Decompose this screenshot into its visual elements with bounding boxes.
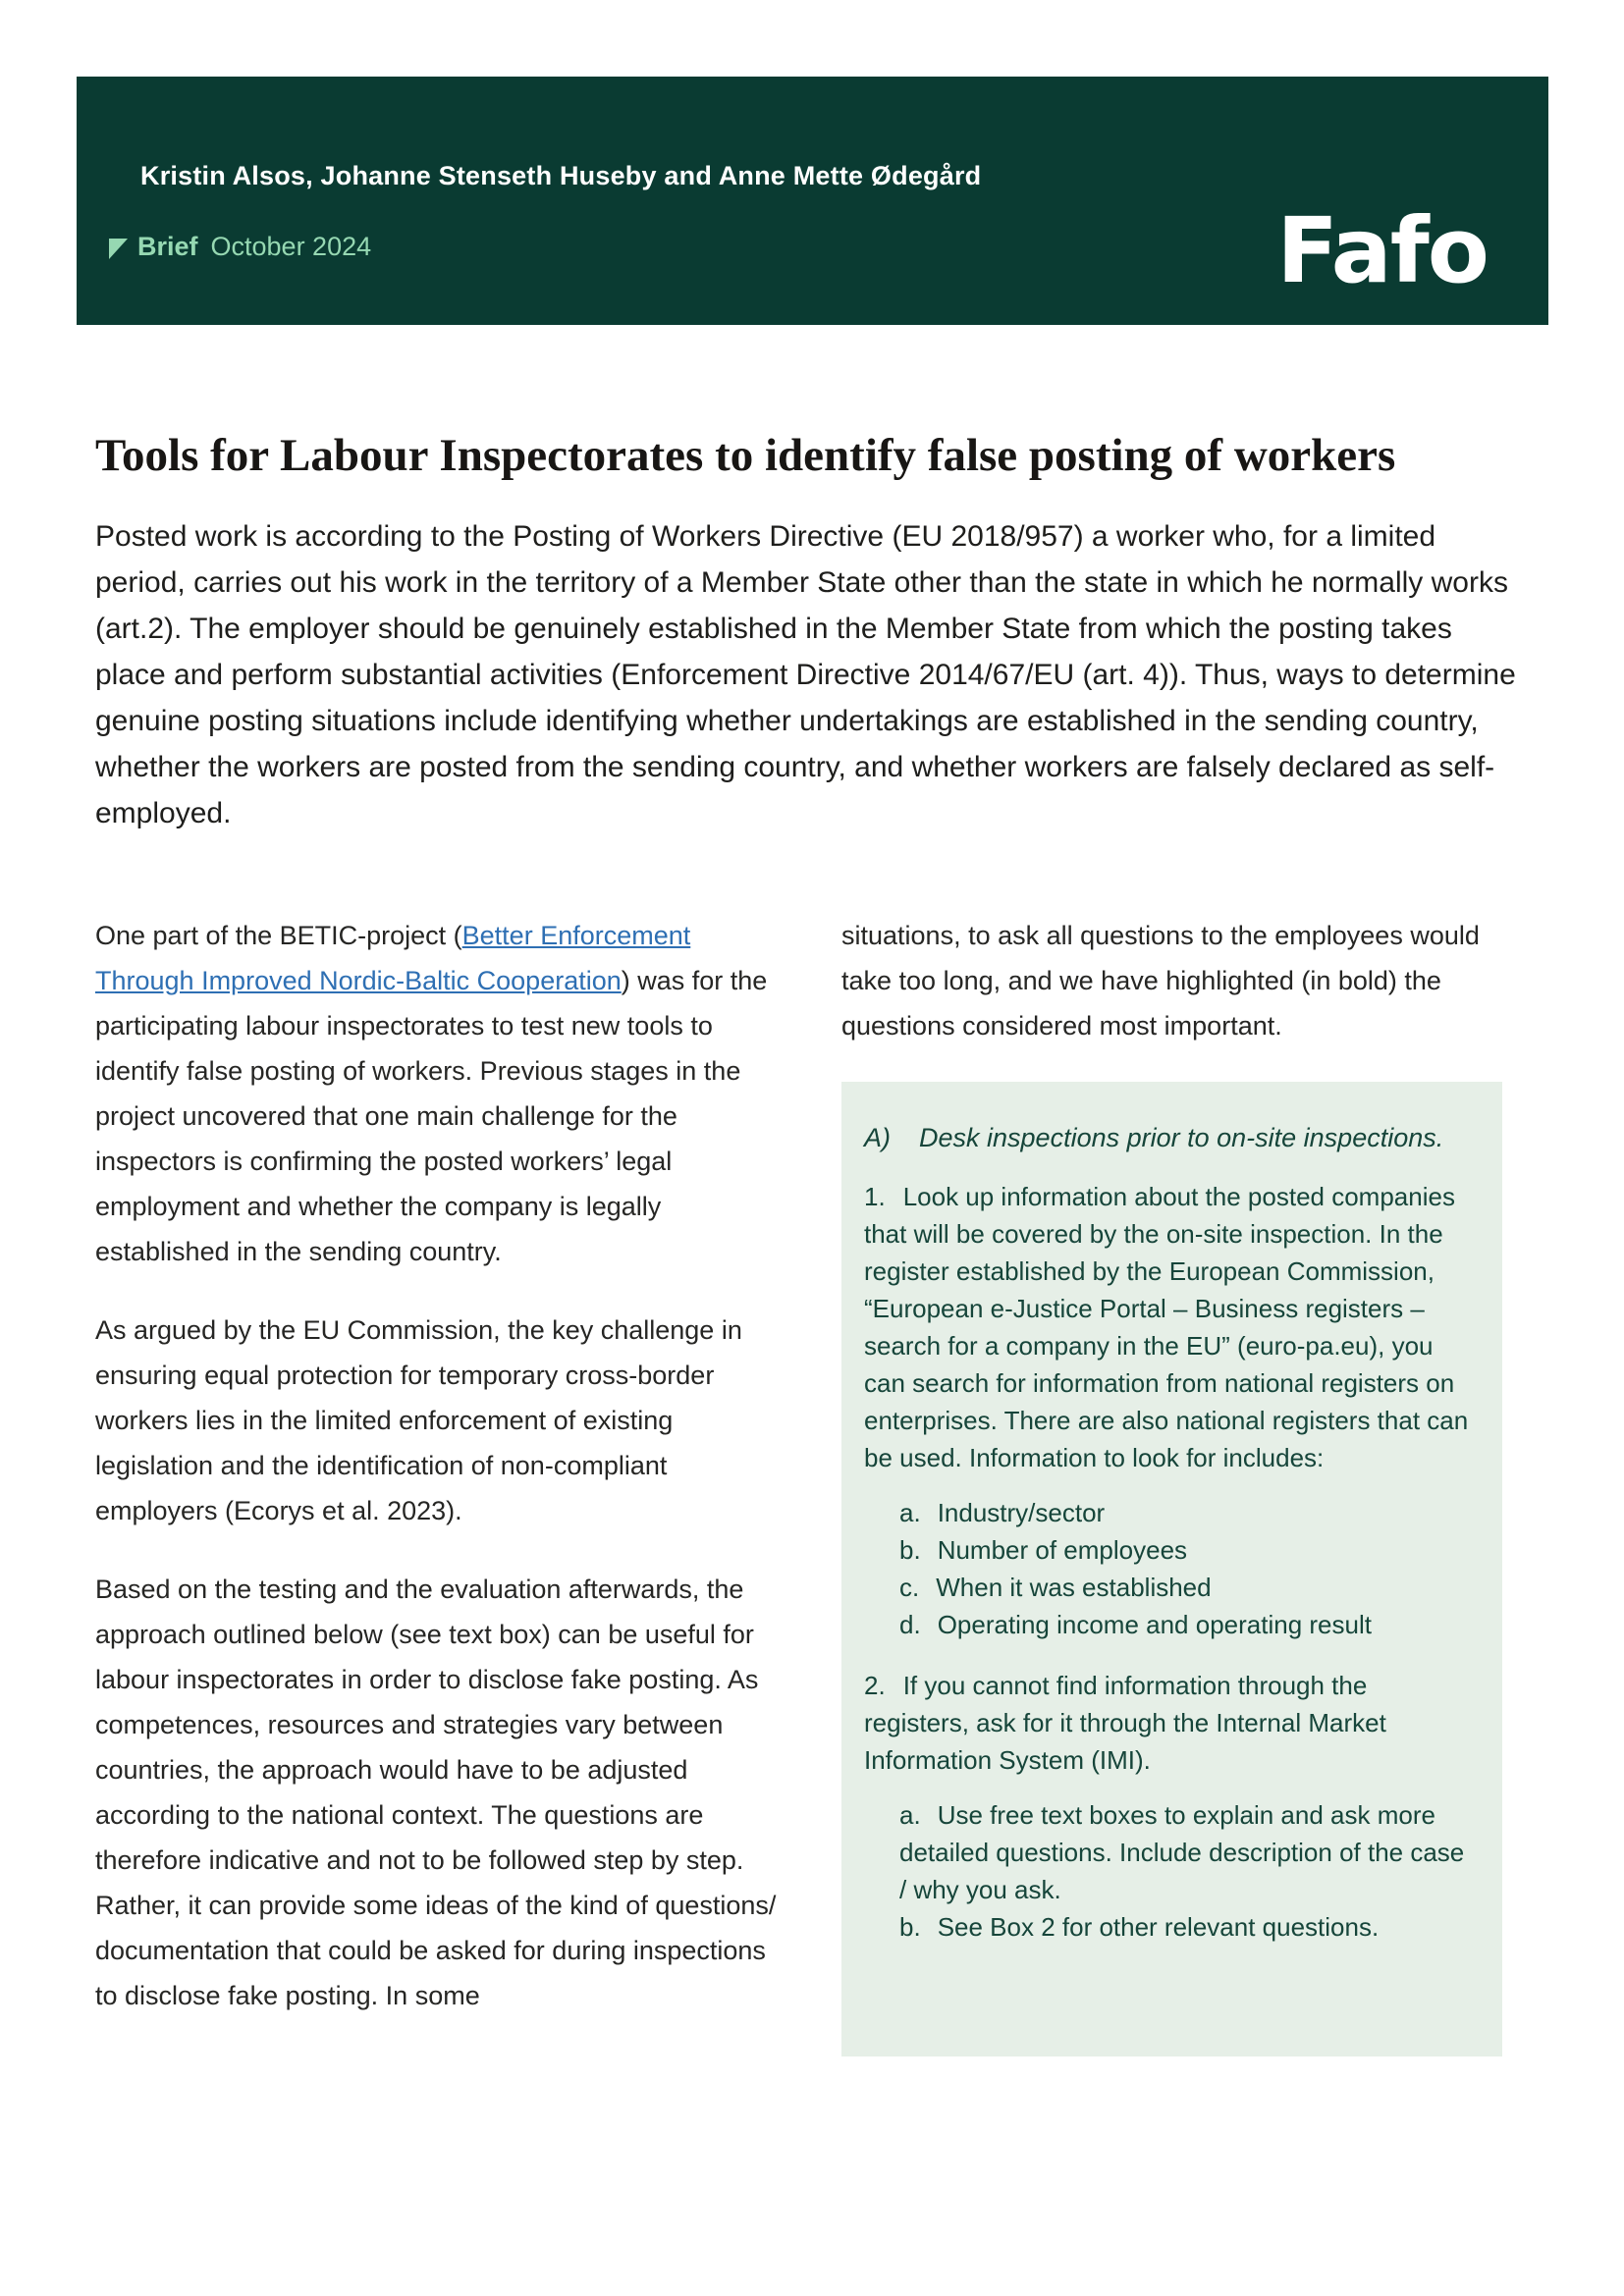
fafo-logo: Fafo — [1276, 198, 1488, 303]
sub-list-2 — [864, 1796, 1473, 1946]
two-column-layout — [95, 913, 1529, 2056]
sub-item-label: a. — [899, 1498, 921, 1527]
header-band — [77, 77, 1548, 325]
sub-item-text: See Box 2 for other relevant questions. — [937, 1912, 1380, 1942]
series-date: October 2024 — [210, 232, 372, 261]
sub-list-1 — [864, 1494, 1473, 1643]
sub-item — [899, 1569, 1473, 1606]
sub-item-text: Industry/sector — [937, 1498, 1106, 1527]
sub-item-text: Use free text boxes to explain and ask more detailed questions. Include description of the case / why you ask. — [899, 1800, 1465, 1904]
paragraph-text: One part of the BETIC-project ( — [95, 921, 462, 950]
desk-inspections-textbox — [841, 1082, 1502, 2056]
item-number: 2. — [864, 1671, 886, 1700]
right-column — [841, 913, 1529, 2056]
sub-item-label: b. — [899, 1535, 921, 1565]
sub-item-text: When it was established — [936, 1573, 1212, 1602]
item-number: 1. — [864, 1182, 886, 1211]
paragraph-eu-commission: As argued by the EU Commission, the key challenge in ensuring equal protection for temporary cross-border workers lies in the limited enforcement of existing legislation and the identification of non-compliant employers (Ecorys et al. 2023). — [95, 1315, 742, 1525]
sub-item — [899, 1531, 1473, 1569]
sub-item — [899, 1908, 1473, 1946]
sub-item-label: c. — [899, 1573, 920, 1602]
sub-item-label: b. — [899, 1912, 921, 1942]
paragraph-betic — [95, 913, 781, 1274]
sub-item — [899, 1606, 1473, 1643]
textbox-heading — [864, 1119, 1473, 1156]
lead-paragraph: Posted work is according to the Posting of Workers Directive (EU 2018/957) a worker who, for a limited period, carries out his work in the territory of a Member State other than the state in which he normally works (art.2). The employer should be genuinely established in the Member State from which the posting takes place and perform substantial activities (Enforcement Directive 2014/67/EU (art. 4)). Thus, ways to determine genuine posting situations include identifying whether undertakings are established in the sending country, whether the workers are posted from the sending country, and whether workers are falsely declared as self-employed. — [95, 520, 1516, 829]
sub-item-text: Operating income and operating result — [937, 1610, 1372, 1639]
left-column — [95, 913, 781, 2056]
paragraph-intro-continued: situations, to ask all questions to the employees would take too long, and we have highlighted (in bold) the questions considered most important. — [841, 921, 1480, 1041]
item-text: Look up information about the posted companies that will be covered by the on-site inspection. In the register established by the European Commission, “European e-Justice Portal – Business registers – search for a company in the EU” (euro-pa.eu), you can search for information from national registers on enterprises. There are also national registers that can be used. Information to look for includes: — [864, 1182, 1469, 1472]
sub-item-text: Number of employees — [937, 1535, 1188, 1565]
textbox-heading-label: A) — [864, 1123, 891, 1152]
sub-item-label: a. — [899, 1800, 921, 1830]
sub-item — [899, 1494, 1473, 1531]
sub-item — [899, 1796, 1473, 1908]
textbox-heading-text: Desk inspections prior to on-site inspections. — [919, 1123, 1444, 1152]
brief-triangle-icon — [109, 239, 128, 259]
series-label: Brief — [137, 232, 198, 261]
series-line — [109, 232, 371, 262]
item-text: If you cannot find information through the registers, ask for it through the Internal Market Information System (IMI). — [864, 1671, 1386, 1775]
paragraph-testing: Based on the testing and the evaluation afterwards, the approach outlined below (see text box) can be useful for labour inspectorates in order to disclose fake posting. As competences, resources and strategies vary between countries, the approach would have to be adjusted according to the national context. The questions are therefore indicative and not to be followed step by step. Rather, it can provide some ideas of the kind of questions/ documentation that could be asked for during inspections to disclose fake posting. In some — [95, 1575, 777, 2010]
numbered-item-2 — [864, 1667, 1473, 1779]
paragraph-text: ) was for the participating labour inspectorates to test new tools to identify false posting of workers. Previous stages in the project uncovered that one main challenge for the inspectors is confirming the posted workers’ legal employment and whether the company is legally established in the sending country. — [95, 966, 768, 1266]
betic-project-link[interactable]: Better Enforcement Through Improved Nordic-Baltic Cooperation — [95, 921, 691, 995]
content-area — [95, 325, 1529, 2056]
sub-item-label: d. — [899, 1610, 921, 1639]
page-title: Tools for Labour Inspectorates to identify false posting of workers — [95, 430, 1396, 481]
authors-line: Kristin Alsos, Johanne Stenseth Huseby and Anne Mette Ødegård — [140, 161, 982, 190]
numbered-item-1 — [864, 1178, 1473, 1476]
